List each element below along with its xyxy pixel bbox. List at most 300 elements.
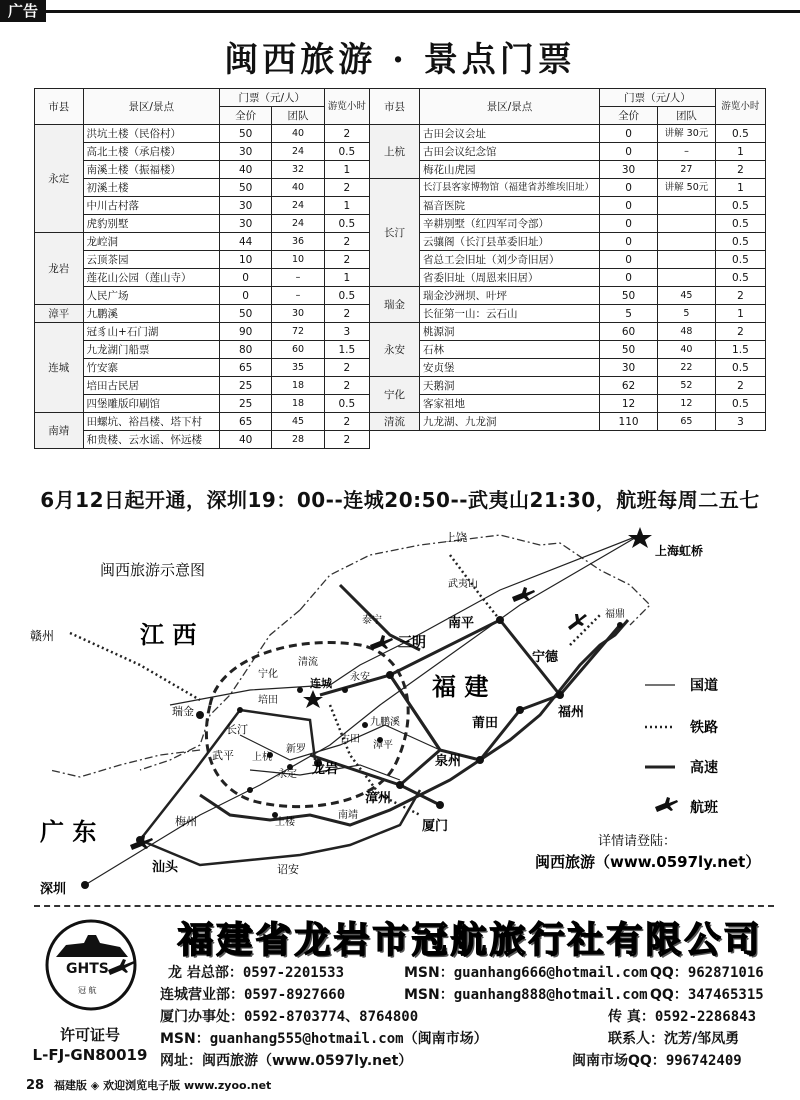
group-price-cell: 24 (272, 215, 324, 233)
tour-hours-cell: 2 (324, 251, 369, 269)
contact-xm-msn (160, 1028, 488, 1048)
table-row (35, 197, 370, 215)
full-price-cell: 5 (600, 305, 658, 323)
table-row (370, 197, 766, 215)
full-price-cell: 65 (219, 413, 271, 431)
group-price-cell: 18 (272, 377, 324, 395)
spot-cell: 高北土楼（承启楼） (83, 143, 219, 161)
full-price-cell: 0 (600, 251, 658, 269)
table-row (35, 431, 370, 449)
legend-flight: 航班 (690, 800, 718, 816)
hq-phone: 0597-2201533 (242, 965, 345, 981)
tour-hours-cell: 1 (324, 161, 369, 179)
hq-qq: 962871016 (687, 965, 764, 981)
lc-qq-label: QQ： (650, 987, 688, 1003)
tour-hours-cell: 0.5 (715, 233, 765, 251)
hq-msn: guanhang666@hotmail.com (453, 965, 648, 981)
header-tour-hours: 游览小时 (715, 89, 765, 125)
group-price-cell (658, 233, 716, 251)
full-price-cell: 50 (600, 341, 658, 359)
license-number: L-FJ-GN80019 (32, 1046, 148, 1064)
tour-hours-cell: 2 (324, 125, 369, 143)
group-price-cell: 讲解 50元 (658, 179, 716, 197)
city-shenzhen: 深圳 (40, 882, 67, 897)
tour-hours-cell: 1 (715, 179, 765, 197)
city-ningde: 宁德 (532, 650, 559, 665)
lc-qq: 347465315 (687, 987, 764, 1003)
group-price-cell: – (272, 287, 324, 305)
full-price-cell: 0 (600, 215, 658, 233)
spot-cell: 和贵楼、云水谣、怀远楼 (83, 431, 219, 449)
header-spot: 景区/景点 (83, 89, 219, 125)
table-row (35, 269, 370, 287)
city-fuzhou: 福州 (558, 705, 585, 720)
spot-cell: 辛耕别墅（红四军司令部） (419, 215, 599, 233)
map-more-info: 详情请登陆： (598, 834, 677, 849)
legend-plane-icon (655, 797, 678, 812)
county-cell: 永定 (35, 125, 84, 233)
city-yongan: 永安 (350, 672, 370, 683)
table-row (35, 413, 370, 431)
city-wuyishan: 武夷山 (448, 579, 478, 590)
table-row (370, 125, 766, 143)
hq-msn-label: MSN： (404, 965, 454, 981)
spot-cell: 虎豹别墅 (83, 215, 219, 233)
header-county: 市县 (35, 89, 84, 125)
full-price-cell: 12 (600, 395, 658, 413)
logo-sub: 冠 航 (78, 986, 97, 995)
city-tulou: 土楼 (275, 817, 295, 828)
group-price-cell: 36 (272, 233, 324, 251)
county-cell: 永安 (370, 323, 420, 377)
county-cell: 瑞金 (370, 287, 420, 323)
tourism-map (0, 515, 800, 905)
full-price-cell: 0 (219, 287, 271, 305)
full-price-cell: 44 (219, 233, 271, 251)
table-row (35, 251, 370, 269)
spot-cell: 石林 (419, 341, 599, 359)
company-name: 福建省龙岩市冠航旅行社有限公司 (177, 919, 763, 961)
spot-cell: 莲花山公园（莲山寺） (83, 269, 219, 287)
group-price-cell: 讲解 30元 (658, 125, 716, 143)
tour-hours-cell: 2 (324, 305, 369, 323)
city-changting: 长汀 (226, 723, 248, 736)
lc-msn: guanhang888@hotmail.com (453, 987, 648, 1003)
group-price-cell: 35 (272, 359, 324, 377)
group-price-cell: 40 (658, 341, 716, 359)
city-ganzhou: 赣州 (30, 629, 55, 643)
table-row (370, 143, 766, 161)
table-row (35, 359, 370, 377)
mn-qq-label: 闽南市场QQ： (572, 1053, 666, 1069)
group-price-cell: 45 (272, 413, 324, 431)
lc-msn-label: MSN： (404, 987, 454, 1003)
spot-cell: 省总工会旧址（刘少奇旧居） (419, 251, 599, 269)
tour-hours-cell: 2 (715, 323, 765, 341)
full-price-cell: 30 (600, 161, 658, 179)
full-price-cell: 30 (219, 143, 271, 161)
spot-cell: 初溪土楼 (83, 179, 219, 197)
table-row (35, 395, 370, 413)
spot-cell: 天鹅洞 (419, 377, 599, 395)
city-nanping: 南平 (448, 616, 475, 631)
dashed-divider (34, 905, 774, 907)
ticket-table-left (34, 88, 370, 449)
city-yongding: 永定 (277, 769, 297, 780)
page-title: 闽西旅游 · 景点门票 (224, 40, 576, 80)
table-row (370, 359, 766, 377)
group-price-cell: 12 (658, 395, 716, 413)
table-row (35, 161, 370, 179)
city-longyan: 龙岩 (312, 762, 339, 777)
full-price-cell: 0 (600, 269, 658, 287)
tour-hours-cell: 0.5 (324, 143, 369, 161)
tour-hours-cell: 1 (715, 143, 765, 161)
group-price-cell: 52 (658, 377, 716, 395)
flight-schedule: 6月12日起开通，深圳19：00--连城20:50--武夷山21:30，航班每周二五七 (40, 488, 760, 512)
table-row (370, 305, 766, 323)
full-price-cell: 0 (600, 125, 658, 143)
city-shangrao: 上饶 (445, 531, 467, 544)
county-cell: 宁化 (370, 377, 420, 413)
tour-hours-cell: 1 (715, 305, 765, 323)
header-spot: 景区/景点 (419, 89, 599, 125)
full-price-cell: 10 (219, 251, 271, 269)
city-gutian: 古田 (340, 734, 360, 745)
group-price-cell: 48 (658, 323, 716, 341)
city-taining: 泰宁 (362, 615, 382, 626)
legend-guodao: 国道 (690, 678, 718, 694)
city-zhangzhou: 漳州 (365, 791, 392, 806)
full-price-cell: 60 (600, 323, 658, 341)
table-row (370, 323, 766, 341)
table-row (35, 179, 370, 197)
full-price-cell: 30 (219, 215, 271, 233)
contact-lc (160, 984, 345, 1004)
xm-msn-label: MSN： (160, 1031, 210, 1047)
spot-cell: 龙崆洞 (83, 233, 219, 251)
contact-hq-qq (650, 962, 764, 982)
spot-cell: 洪坑土楼（民俗村） (83, 125, 219, 143)
group-price-cell: 24 (272, 143, 324, 161)
full-price-cell: 50 (600, 287, 658, 305)
full-price-cell: 50 (219, 125, 271, 143)
full-price-cell: 40 (219, 161, 271, 179)
city-xinluo: 新罗 (286, 744, 306, 755)
spot-cell: 人民广场 (83, 287, 219, 305)
web-address[interactable]: 闽西旅游（www.0597ly.net） (202, 1053, 413, 1069)
tour-hours-cell: 2 (324, 377, 369, 395)
spot-cell: 长征第一山：云石山 (419, 305, 599, 323)
full-price-cell: 25 (219, 395, 271, 413)
table-row (35, 305, 370, 323)
table-row (370, 179, 766, 197)
tour-hours-cell: 3 (715, 413, 765, 431)
spot-cell: 南溪土楼（振福楼） (83, 161, 219, 179)
header-county: 市县 (370, 89, 420, 125)
group-price-cell: 27 (658, 161, 716, 179)
full-price-cell: 0 (600, 179, 658, 197)
xm-label: 厦门办事处： (160, 1009, 244, 1025)
county-cell: 龙岩 (35, 233, 84, 305)
header-tour-hours: 游览小时 (324, 89, 369, 125)
city-quanzhou: 泉州 (435, 754, 462, 769)
spot-cell: 瑞金沙洲坝、叶坪 (419, 287, 599, 305)
contact-mn-qq (572, 1050, 742, 1070)
table-row (370, 215, 766, 233)
full-price-cell: 0 (600, 143, 658, 161)
full-price-cell: 50 (219, 179, 271, 197)
contact-person (608, 1028, 739, 1048)
full-price-cell: 62 (600, 377, 658, 395)
full-price-cell: 0 (600, 197, 658, 215)
spot-cell: 四堡雕版印刷馆 (83, 395, 219, 413)
province-border (50, 750, 200, 777)
footer-badge-icon: ◈ (90, 1079, 100, 1092)
tour-hours-cell: 1 (324, 197, 369, 215)
tour-hours-cell: 1.5 (324, 341, 369, 359)
full-price-cell: 25 (219, 377, 271, 395)
header-group-price: 团队 (658, 107, 716, 125)
ticket-table-right (369, 88, 766, 431)
hq-label: 龙 岩总部： (168, 965, 243, 981)
spot-cell: 中川古村落 (83, 197, 219, 215)
header-ticket: 门票（元/人） (219, 89, 324, 107)
legend-railway: 铁路 (690, 720, 718, 736)
city-zhangping: 漳平 (373, 740, 393, 751)
spot-cell: 九龙湖门船票 (83, 341, 219, 359)
ghts-logo (36, 915, 146, 1020)
full-price-cell: 90 (219, 323, 271, 341)
logo-text: GHTS (66, 961, 109, 977)
tour-hours-cell: 1.5 (715, 341, 765, 359)
spot-cell: 安贞堡 (419, 359, 599, 377)
spot-cell: 梅花山虎园 (419, 161, 599, 179)
table-row (370, 395, 766, 413)
group-price-cell: 22 (658, 359, 716, 377)
header-full-price: 全价 (600, 107, 658, 125)
top-rule (46, 10, 800, 13)
tour-hours-cell: 0.5 (715, 251, 765, 269)
table-row (35, 143, 370, 161)
spot-cell: 培田古民居 (83, 377, 219, 395)
page-footer (26, 1077, 271, 1093)
county-cell: 漳平 (35, 305, 84, 323)
city-xiamen: 厦门 (422, 819, 449, 834)
group-price-cell: – (658, 143, 716, 161)
city-shanghang: 上杭 (252, 752, 272, 763)
page-number: 28 (26, 1078, 45, 1093)
group-price-cell: 32 (272, 161, 324, 179)
full-price-cell: 0 (600, 233, 658, 251)
city-zhaoan: 诏安 (277, 863, 299, 876)
spot-cell: 长汀县客家博物馆（福建省苏维埃旧址） (419, 179, 599, 197)
group-price-cell: 72 (272, 323, 324, 341)
tour-hours-cell: 0.5 (324, 395, 369, 413)
map-title: 闽西旅游示意图 (100, 561, 206, 579)
lc-phone: 0597-8927660 (244, 987, 346, 1003)
contact-fax (608, 1006, 756, 1026)
lc-label: 连城营业部： (160, 987, 244, 1003)
city-fuding: 福鼎 (605, 609, 625, 620)
spot-cell: 云顶茶园 (83, 251, 219, 269)
city-ruijin: 瑞金 (172, 705, 194, 718)
spot-cell: 九龙湖、九龙洞 (419, 413, 599, 431)
full-price-cell: 50 (219, 305, 271, 323)
group-price-cell (658, 215, 716, 233)
tour-hours-cell: 2 (715, 377, 765, 395)
city-qingliu: 清流 (298, 657, 318, 668)
spot-cell: 竹安寨 (83, 359, 219, 377)
city-jiupengxi: 九鹏溪 (370, 717, 400, 728)
full-price-cell: 80 (219, 341, 271, 359)
group-price-cell (658, 269, 716, 287)
city-putian: 莆田 (472, 716, 499, 731)
full-price-cell: 30 (219, 197, 271, 215)
tour-hours-cell: 0.5 (715, 395, 765, 413)
tour-hours-cell: 0.5 (715, 125, 765, 143)
group-price-cell: 10 (272, 251, 324, 269)
xm-msn: guanhang555@hotmail.com (209, 1031, 404, 1047)
full-price-cell: 0 (219, 269, 271, 287)
table-row (370, 413, 766, 431)
railway (570, 615, 600, 645)
city-nanjing: 南靖 (338, 810, 358, 821)
city-shantou: 汕头 (152, 860, 179, 875)
contact-label: 联系人： (608, 1031, 664, 1047)
spot-cell: 客家祖地 (419, 395, 599, 413)
full-price-cell: 110 (600, 413, 658, 431)
county-cell: 南靖 (35, 413, 84, 449)
xm-msn-note: （闽南市场） (403, 1031, 488, 1047)
group-price-cell: 40 (272, 179, 324, 197)
group-price-cell (658, 251, 716, 269)
city-ninghua: 宁化 (258, 669, 278, 680)
contact-hq (168, 962, 344, 982)
license-label: 许可证号 (59, 1026, 120, 1044)
map-site: 闽西旅游（www.0597ly.net） (535, 853, 761, 871)
tour-hours-cell: 0.5 (715, 269, 765, 287)
full-price-cell: 30 (600, 359, 658, 377)
legend-highway: 高速 (690, 760, 718, 776)
table-row (370, 251, 766, 269)
header-group-price: 团队 (272, 107, 324, 125)
table-row (370, 269, 766, 287)
group-price-cell: – (272, 269, 324, 287)
table-row (370, 341, 766, 359)
table-row (370, 377, 766, 395)
county-cell: 清流 (370, 413, 420, 431)
table-row (370, 287, 766, 305)
county-cell: 连城 (35, 323, 84, 413)
contact-hq-msn (404, 962, 648, 982)
header-full-price: 全价 (219, 107, 271, 125)
tour-hours-cell: 2 (324, 359, 369, 377)
header-ticket: 门票（元/人） (600, 89, 716, 107)
tour-hours-cell: 2 (324, 431, 369, 449)
group-price-cell: 60 (272, 341, 324, 359)
spot-cell: 福音医院 (419, 197, 599, 215)
region-jiangxi: 江 西 (140, 621, 197, 649)
table-row (35, 341, 370, 359)
hq-qq-label: QQ： (650, 965, 688, 981)
table-row (35, 125, 370, 143)
group-price-cell: 45 (658, 287, 716, 305)
city-sanming: 三明 (398, 635, 426, 651)
county-cell: 上杭 (370, 125, 420, 179)
spot-cell: 田螺坑、裕昌楼、塔下村 (83, 413, 219, 431)
group-price-cell: 65 (658, 413, 716, 431)
web-label: 网址： (160, 1053, 202, 1069)
spot-cell: 省委旧址（周恩来旧居） (419, 269, 599, 287)
city-liancheng: 连城 (310, 677, 332, 690)
contact-names: 沈芳/邹凤勇 (664, 1031, 740, 1047)
city-wuping: 武平 (212, 749, 234, 762)
city-shanghai: 上海虹桥 (655, 544, 704, 558)
spot-cell: 桃源洞 (419, 323, 599, 341)
tour-hours-cell: 1 (324, 269, 369, 287)
spot-cell: 冠豸山+石门湖 (83, 323, 219, 341)
star-icon (628, 527, 652, 548)
table-row (35, 215, 370, 233)
table-row (370, 161, 766, 179)
tour-hours-cell: 2 (324, 233, 369, 251)
contact-lc-qq (650, 984, 764, 1004)
tour-hours-cell: 2 (715, 161, 765, 179)
spot-cell: 古田会议纪念馆 (419, 143, 599, 161)
ad-tag: 广告 (0, 0, 46, 22)
edition: 福建版 (53, 1079, 87, 1092)
tour-hours-cell: 0.5 (715, 215, 765, 233)
star-icon (303, 690, 323, 708)
group-price-cell: 40 (272, 125, 324, 143)
fax: 0592-2286843 (654, 1009, 757, 1025)
group-price-cell: 18 (272, 395, 324, 413)
full-price-cell: 65 (219, 359, 271, 377)
group-price-cell: 24 (272, 197, 324, 215)
footer-slogan: 欢迎浏览电子版 (103, 1079, 181, 1092)
tour-hours-cell: 0.5 (324, 287, 369, 305)
tour-hours-cell: 2 (324, 179, 369, 197)
group-price-cell: 28 (272, 431, 324, 449)
tour-hours-cell: 3 (324, 323, 369, 341)
contact-lc-msn (404, 984, 648, 1004)
group-price-cell: 5 (658, 305, 716, 323)
region-guangdong: 广 东 (40, 818, 97, 846)
group-price-cell: 30 (272, 305, 324, 323)
tour-hours-cell: 2 (715, 287, 765, 305)
tour-hours-cell: 0.5 (715, 197, 765, 215)
fax-label: 传 真： (608, 1009, 655, 1025)
table-row (35, 377, 370, 395)
full-price-cell: 40 (219, 431, 271, 449)
footer-url[interactable]: www.zyoo.net (183, 1079, 272, 1092)
table-row (35, 287, 370, 305)
county-cell: 长汀 (370, 179, 420, 287)
city-peitian: 培田 (258, 695, 278, 706)
group-price-cell (658, 197, 716, 215)
tour-hours-cell: 0.5 (324, 215, 369, 233)
contact-xm (160, 1006, 418, 1026)
national-road (85, 535, 640, 885)
tour-hours-cell: 2 (324, 413, 369, 431)
region-fujian: 福 建 (432, 673, 489, 701)
contact-web (160, 1050, 412, 1070)
spot-cell: 九鹏溪 (83, 305, 219, 323)
table-row (370, 233, 766, 251)
city-meizhou: 梅州 (175, 815, 197, 828)
table-row (35, 323, 370, 341)
